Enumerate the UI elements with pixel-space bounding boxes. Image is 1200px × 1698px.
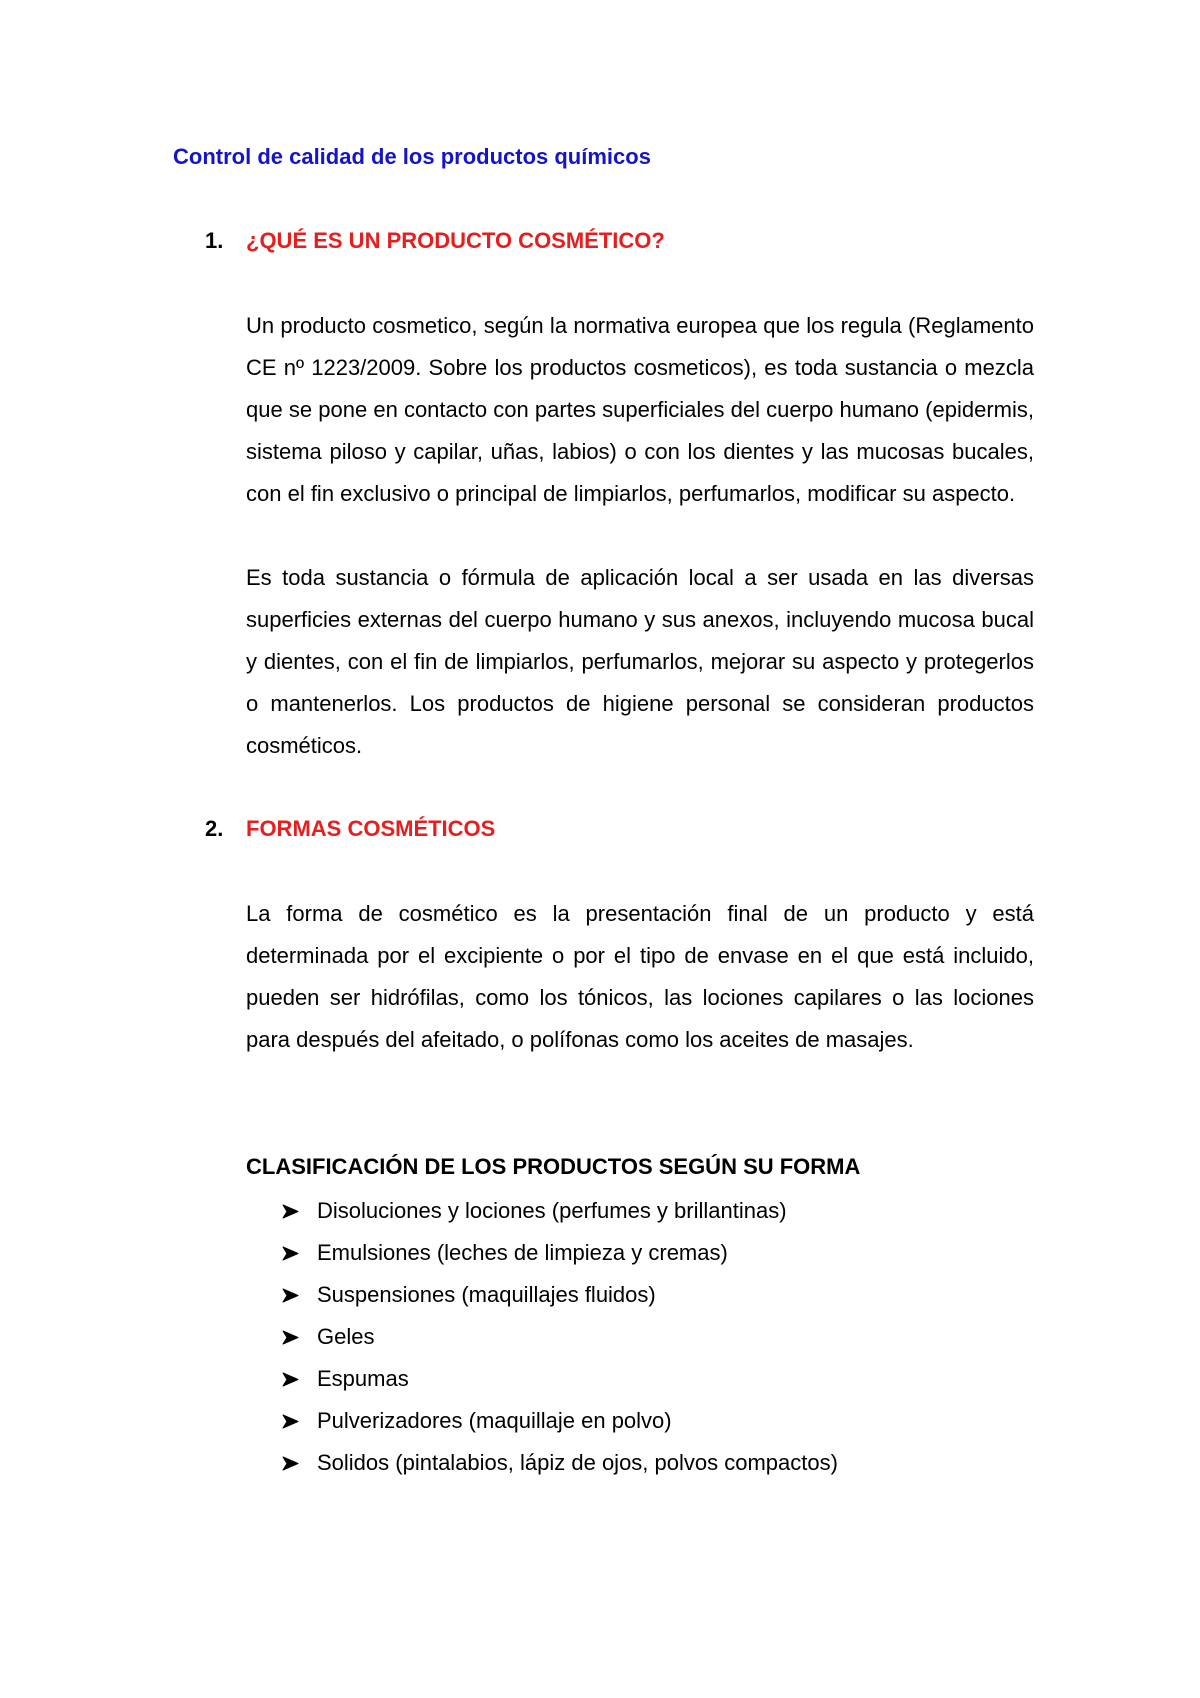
list-item-text: Solidos (pintalabios, lápiz de ojos, polvos compactos) xyxy=(317,1450,838,1475)
list-item-text: Pulverizadores (maquillaje en polvo) xyxy=(317,1408,672,1433)
arrowhead-bullet-icon xyxy=(282,1414,299,1429)
list-item-text: Geles xyxy=(317,1324,375,1349)
arrowhead-bullet-icon xyxy=(282,1456,299,1471)
section-2-paragraph-1: La forma de cosmético es la presentación final de un producto y está determinada por el excipiente o por el tipo de envase en el que está incluido, pueden ser hidrófilas, como los tónicos, las lociones capilares o las lociones para después del afeitado, o polífonas como los aceites de masajes. xyxy=(246,901,1034,1052)
arrowhead-bullet-icon xyxy=(282,1330,299,1345)
list-item-text: Espumas xyxy=(317,1366,409,1391)
arrowhead-bullet-icon xyxy=(282,1204,299,1219)
section-title-2: FORMAS COSMÉTICOS xyxy=(246,816,496,841)
list-item-text: Emulsiones (leches de limpieza y cremas) xyxy=(317,1240,728,1265)
section-heading-2 xyxy=(205,814,495,844)
section-number-2: 2. xyxy=(205,816,224,841)
document-title: Control de calidad de los productos químicos xyxy=(173,144,651,169)
classification-heading: CLASIFICACIÓN DE LOS PRODUCTOS SEGÚN SU FORMA xyxy=(246,1154,861,1179)
arrowhead-bullet-icon xyxy=(282,1246,299,1261)
section-heading-1 xyxy=(205,226,665,256)
list-item-text: Disoluciones y lociones (perfumes y brillantinas) xyxy=(317,1198,787,1223)
section-number-1: 1. xyxy=(205,228,224,253)
section-1-paragraph-2: Es toda sustancia o fórmula de aplicación local a ser usada en las diversas superficies externas del cuerpo humano y sus anexos, incluyendo mucosa bucal y dientes, con el fin de limpiarlos, perfumarlos, mejorar su aspecto y protegerlos o mantenerlos. Los productos de higiene personal se consideran productos cosméticos. xyxy=(246,565,1034,758)
arrowhead-bullet-icon xyxy=(282,1372,299,1387)
arrowhead-bullet-icon xyxy=(282,1288,299,1303)
section-1-paragraph-1: Un producto cosmetico, según la normativa europea que los regula (Reglamento CE nº 1223/2009. Sobre los productos cosmeticos), es toda sustancia o mezcla que se pone en contacto con partes superficiales del cuerpo humano (epidermis, sistema piloso y capilar, uñas, labios) o con los dientes y las mucosas bucales, con el fin exclusivo o principal de limpiarlos, perfumarlos, modificar su aspecto. xyxy=(246,313,1034,506)
list-item-text: Suspensiones (maquillajes fluidos) xyxy=(317,1282,656,1307)
section-title-1: ¿QUÉ ES UN PRODUCTO COSMÉTICO? xyxy=(246,228,665,253)
